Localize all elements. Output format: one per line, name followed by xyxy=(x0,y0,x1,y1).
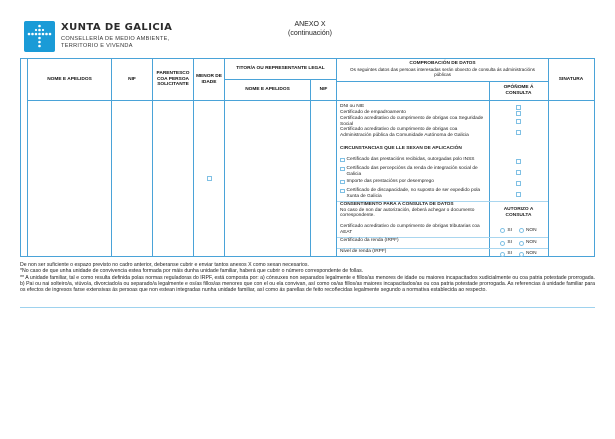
consent-note: No caso de non dar autorización, deberá achegar o documento correspondente. xyxy=(340,207,475,219)
non-radio-aeat[interactable] xyxy=(519,228,524,233)
brand-text: XUNTA DE GALICIA xyxy=(61,22,173,33)
col-header-titor: TITOR/A OU REPRESENTANTE LEGAL xyxy=(225,59,337,80)
non-radio-renda-irpf[interactable] xyxy=(519,241,524,246)
si-radio-aeat[interactable] xyxy=(500,228,505,233)
doc-label: Certificado de empadroamento xyxy=(340,110,406,115)
signature-cell[interactable] xyxy=(548,101,594,256)
oponome-checkbox-admin-galicia[interactable] xyxy=(516,130,521,135)
consent-label: Certificado da renda (IRPF) xyxy=(340,238,399,243)
col-header-sinatura: SINATURA xyxy=(548,59,594,101)
oponome-checkbox-dni[interactable] xyxy=(516,105,521,110)
consent-header-row xyxy=(337,201,548,224)
oponome-checkbox-empadroamento[interactable] xyxy=(516,111,521,116)
circ-label: Certificado das percepcións da renda de integración social de Galicia xyxy=(346,166,478,177)
department-line2: TERRITORIO E VIVENDA xyxy=(61,43,133,49)
consent-label: Certificado acreditativo do cumprimento de obrigas tributarias coa AEAT xyxy=(340,224,480,235)
col-header-titor-nif: NIF xyxy=(311,80,337,101)
oponome-checkbox-desemprego[interactable] xyxy=(516,181,521,186)
left-spacer-column xyxy=(21,59,28,256)
non-label: NON xyxy=(525,240,537,246)
oponome-checkbox-renda-integracion[interactable] xyxy=(516,170,521,175)
si-radio-nivel-renda[interactable] xyxy=(500,252,505,257)
circ-checkbox-inss[interactable] xyxy=(340,158,345,163)
circ-checkbox-discapacidade[interactable] xyxy=(340,189,345,194)
col-header-parentesco: PARENTESCO COA PERSOA SOLICITANTE xyxy=(153,59,194,101)
circ-label: Importe das prestacións por desemprego xyxy=(346,179,434,184)
circ-row xyxy=(337,188,548,201)
form-table xyxy=(20,58,595,257)
circ-row xyxy=(337,157,548,166)
department-text xyxy=(61,36,169,50)
non-radio-nivel-renda[interactable] xyxy=(519,252,524,257)
col-header-nif: NIF xyxy=(112,59,153,101)
comprobacion-header xyxy=(337,59,548,82)
footnote: De non ser suficiente o espazo previsto no cadro anterior, deberanse cubrir e enviar tantos anexos X como sexan necesarios. xyxy=(20,262,309,268)
circunstancias-title-row xyxy=(337,146,548,153)
circ-checkbox-renda-integracion[interactable] xyxy=(340,167,345,172)
annex-title: ANEXO X xyxy=(294,21,326,28)
non-label: NON xyxy=(525,227,537,233)
input-cell-parentesco[interactable] xyxy=(153,101,194,256)
doc-label: DNI ou NIE xyxy=(340,104,365,109)
comprobacion-title: COMPROBACIÓN DE DATOS xyxy=(409,61,476,66)
input-cell-titor-nome[interactable] xyxy=(225,101,311,256)
autorizo-label: AUTORIZO A CONSULTA xyxy=(503,207,534,218)
si-label: SI xyxy=(507,240,512,246)
consent-row xyxy=(337,224,548,237)
input-cell-nome[interactable] xyxy=(28,101,112,256)
consent-row xyxy=(337,237,548,248)
oponome-checkbox-seguridade-social[interactable] xyxy=(516,119,521,124)
consent-label: Nivel de renda (IRPF) xyxy=(340,249,387,254)
col-header-nome: NOME E APELIDOS xyxy=(28,59,112,101)
circ-label: Certificado de discapacidade, no suposto de ser expedido pola Xunta de Galicia xyxy=(346,188,481,199)
circ-label: Certificado das prestacións recibidas, outorgadas polo INSS xyxy=(346,157,475,162)
annex-subtitle: (continuación) xyxy=(288,29,332,37)
doc-label: Certificado acreditativo do cumprimento de obrigas coa Administración pública da Comunidade Autónoma de Galicia xyxy=(340,127,469,138)
si-label: SI xyxy=(507,251,512,257)
menor-idade-checkbox[interactable] xyxy=(207,176,212,181)
si-radio-renda-irpf[interactable] xyxy=(500,241,505,246)
footnote: ** A unidade familiar, tal e como resulta definida polas normas reguladoras do IRPF, está composta por: a) cónxuxes non separados legalmente e fillos/as menores de idade ou maiores incapacitados xudicialmente ou coa patria potestade prorrogada. b) Pai ou nai solteiro/a, viúvo/a, divorciado/a ou separado/a legalmente e os/as fillos/as menores que con el ou ela convivan, así como os/as fillos/as maiores incapacitados/as ou coa patria potestade prorrogada. As referencias á unidade familiar para os efectos de ingresos farse extensivas ás persoas que non estean integradas nunha unidade familiar, así como ás parellas de feito recoñecidas legalmente segundo a normativa establecida ao respecto. xyxy=(20,274,595,294)
doc-row xyxy=(337,127,548,138)
circ-row xyxy=(337,166,548,179)
comprobacion-subtitle: Os seguintes datos das persoas interesadas serán obxecto de consulta ás administracións públicas xyxy=(350,66,535,77)
comprobacion-header-spacer xyxy=(337,82,489,101)
department-line1: CONSELLERÍA DE MEDIO AMBIENTE, xyxy=(61,36,170,42)
consent-row xyxy=(337,248,548,259)
footnotes xyxy=(20,262,595,293)
circ-checkbox-desemprego[interactable] xyxy=(340,180,345,185)
doc-row xyxy=(337,116,548,127)
comprobacion-body xyxy=(337,101,548,258)
col-header-menor-idade: MENOR DE IDADE xyxy=(194,59,225,101)
footnote: *No caso de que unha unidade de convivencia estea formada por máis dunha unidade familiar, haberá que cubrir o número correspondente de follas. xyxy=(20,268,364,275)
oponome-checkbox-discapacidade[interactable] xyxy=(516,192,521,197)
annex-heading xyxy=(230,21,390,38)
circunstancias-title: CIRCUNSTANCIAS QUE LLE SEXAN DE APLICACIÓN xyxy=(340,146,462,151)
input-cell-titor-nif[interactable] xyxy=(311,101,337,256)
bottom-rule xyxy=(20,307,595,308)
doc-label: Certificado acreditativo do cumprimento de obrigas coa Seguridade Social xyxy=(340,116,484,127)
input-cell-nif[interactable] xyxy=(112,101,153,256)
col-header-oponome: OPÓÑOME Á CONSULTA xyxy=(489,82,548,101)
xunta-logo-icon xyxy=(24,21,55,52)
input-cell-menor-idade xyxy=(194,101,225,256)
sinatura-column-divider xyxy=(548,59,549,256)
si-label: SI xyxy=(507,227,512,233)
oponome-checkbox-inss[interactable] xyxy=(516,159,521,164)
col-header-titor-nome: NOME E APELIDOS xyxy=(225,80,311,101)
circ-row xyxy=(337,179,548,188)
non-label: NON xyxy=(525,251,537,257)
consent-title: CONSENTIMENTO PARA A CONSULTA DE DATOS xyxy=(340,202,454,207)
